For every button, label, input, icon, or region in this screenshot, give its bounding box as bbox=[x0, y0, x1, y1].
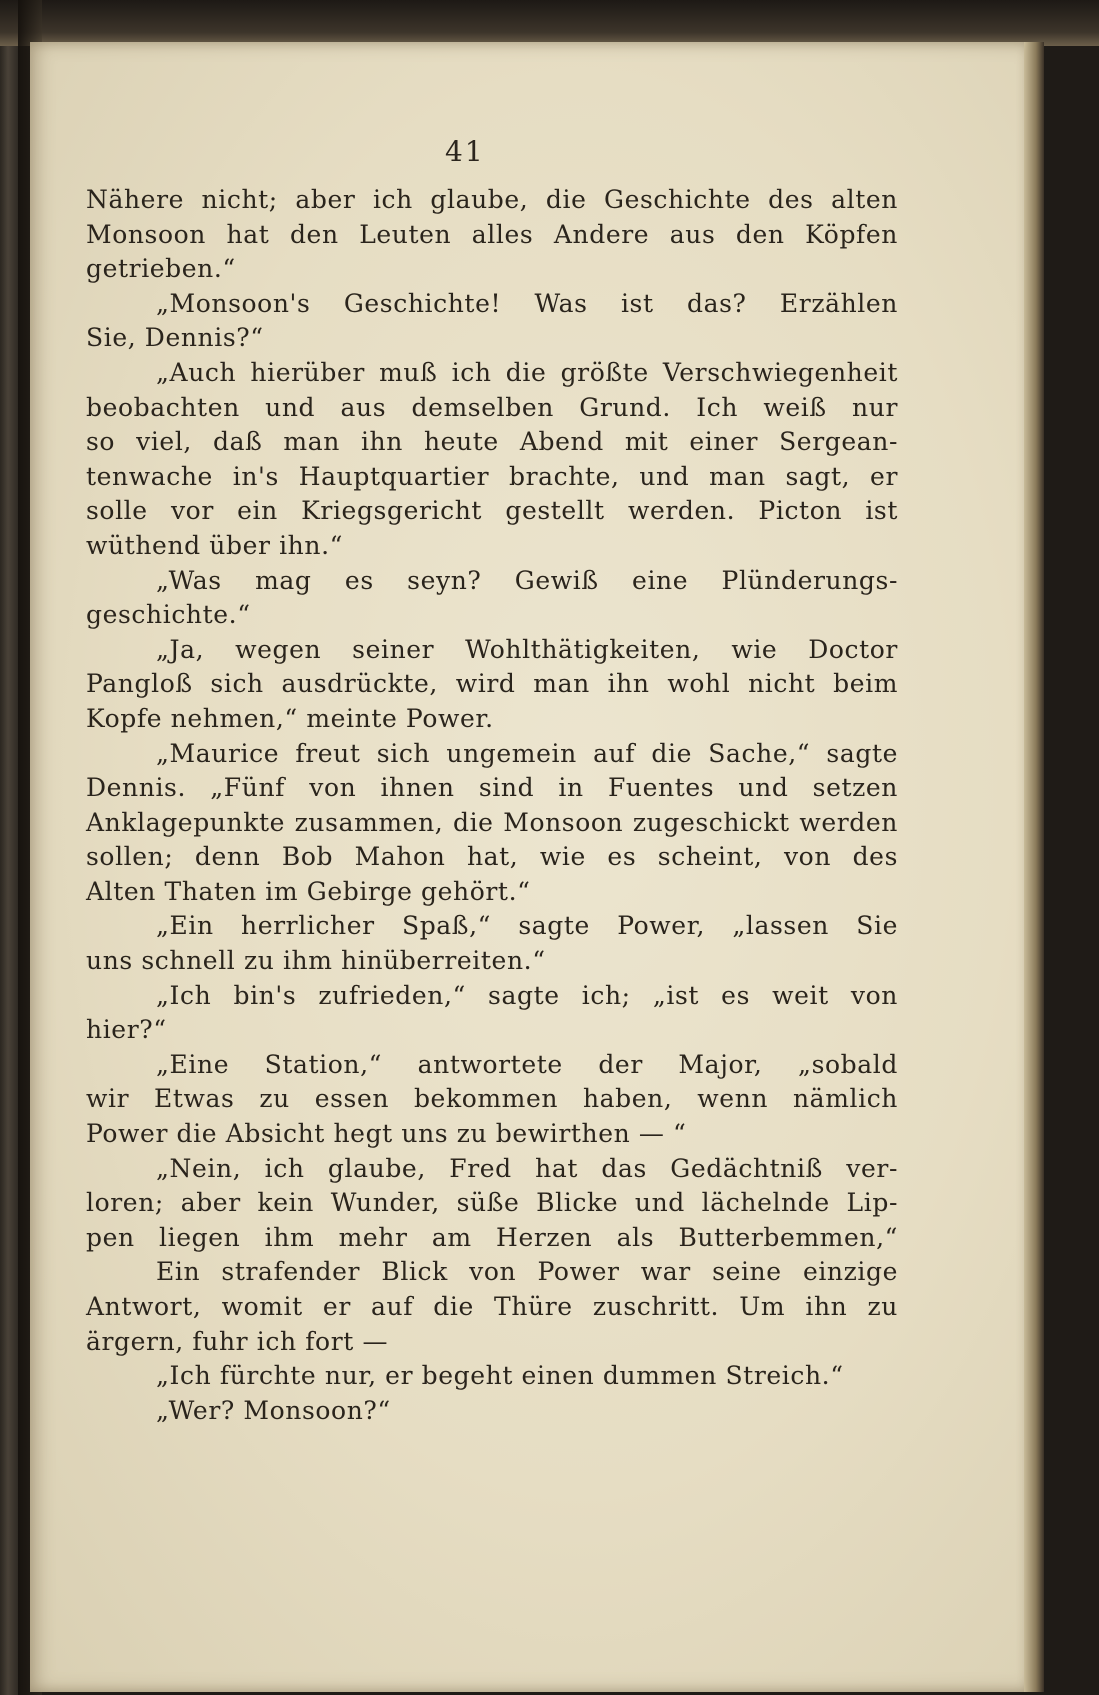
text-line: so viel, daß man ihn heute Abend mit einer Sergean- bbox=[86, 427, 898, 457]
text-line: „Monsoon's Geschichte! Was ist das? Erzählen bbox=[156, 288, 898, 318]
text-line: pen liegen ihm mehr am Herzen als Butterbemmen,“ bbox=[86, 1222, 898, 1252]
text-line: „Auch hierüber muß ich die größte Verschwiegenheit bbox=[156, 357, 898, 387]
text-line: Nähere nicht; aber ich glaube, die Geschichte des alten bbox=[86, 185, 898, 214]
text-line: wir Etwas zu essen bekommen haben, wenn nämlich bbox=[86, 1084, 898, 1114]
text-line: Antwort, womit er auf die Thüre zuschritt. Um ihn zu bbox=[86, 1292, 898, 1321]
page-edge bbox=[1024, 42, 1044, 1692]
text-line: geschichte.“ bbox=[86, 600, 251, 630]
text-line: „Maurice freut sich ungemein auf die Sache,“ sagte bbox=[156, 738, 898, 768]
text-line: „Ich bin's zufrieden,“ sagte ich; „ist es weit von bbox=[156, 980, 898, 1010]
text-line: loren; aber kein Wunder, süße Blicke und lächelnde Lip- bbox=[86, 1188, 898, 1218]
page-text bbox=[86, 183, 898, 1428]
text-line: wüthend über ihn.“ bbox=[86, 530, 344, 560]
text-line: sollen; denn Bob Mahon hat, wie es scheint, von des bbox=[86, 842, 898, 872]
text-line: ärgern, fuhr ich fort — bbox=[86, 1326, 389, 1356]
text-line: „Wer? Monsoon?“ bbox=[156, 1395, 391, 1425]
text-line: Anklagepunkte zusammen, die Monsoon zugeschickt werden bbox=[86, 807, 898, 837]
text-line: „Ja, wegen seiner Wohlthätigkeiten, wie Doctor bbox=[156, 634, 898, 664]
text-line: „Eine Station,“ antwortete der Major, „sobald bbox=[156, 1049, 898, 1079]
text-line: Power die Absicht hegt uns zu bewirthen — “ bbox=[86, 1119, 687, 1149]
text-line: Kopfe nehmen,“ meinte Power. bbox=[86, 703, 494, 733]
text-line: „Ein herrlicher Spaß,“ sagte Power, „lassen Sie bbox=[156, 911, 898, 941]
text-line: „Ich fürchte nur, er begeht einen dummen Streich.“ bbox=[156, 1361, 844, 1391]
text-line: Ein strafender Blick von Power war seine einzige bbox=[156, 1257, 898, 1287]
text-line: „Nein, ich glaube, Fred hat das Gedächtniß ver- bbox=[156, 1153, 898, 1183]
text-line: Dennis. „Fünf von ihnen sind in Fuentes und setzen bbox=[86, 773, 898, 803]
book-top-edge bbox=[0, 0, 1099, 46]
text-line: getrieben.“ bbox=[86, 254, 236, 284]
text-line: tenwache in's Hauptquartier brachte, und man sagt, er bbox=[86, 461, 898, 491]
text-line: Monsoon hat den Leuten alles Andere aus den Köpfen bbox=[86, 219, 898, 249]
text-line: „Was mag es seyn? Gewiß eine Plünderungs- bbox=[156, 565, 898, 595]
text-line: Sie, Dennis?“ bbox=[86, 323, 264, 353]
text-line: Alten Thaten im Gebirge gehört.“ bbox=[86, 876, 531, 906]
text-line: uns schnell zu ihm hinüberreiten.“ bbox=[86, 946, 546, 976]
text-line: solle vor ein Kriegsgericht gestellt werden. Picton ist bbox=[86, 496, 898, 526]
text-line: Pangloß sich ausdrückte, wird man ihn wohl nicht beim bbox=[86, 669, 898, 699]
text-line: beobachten und aus demselben Grund. Ich weiß nur bbox=[86, 392, 898, 422]
text-line: hier?“ bbox=[86, 1015, 167, 1045]
page-number: 41 bbox=[445, 135, 485, 168]
